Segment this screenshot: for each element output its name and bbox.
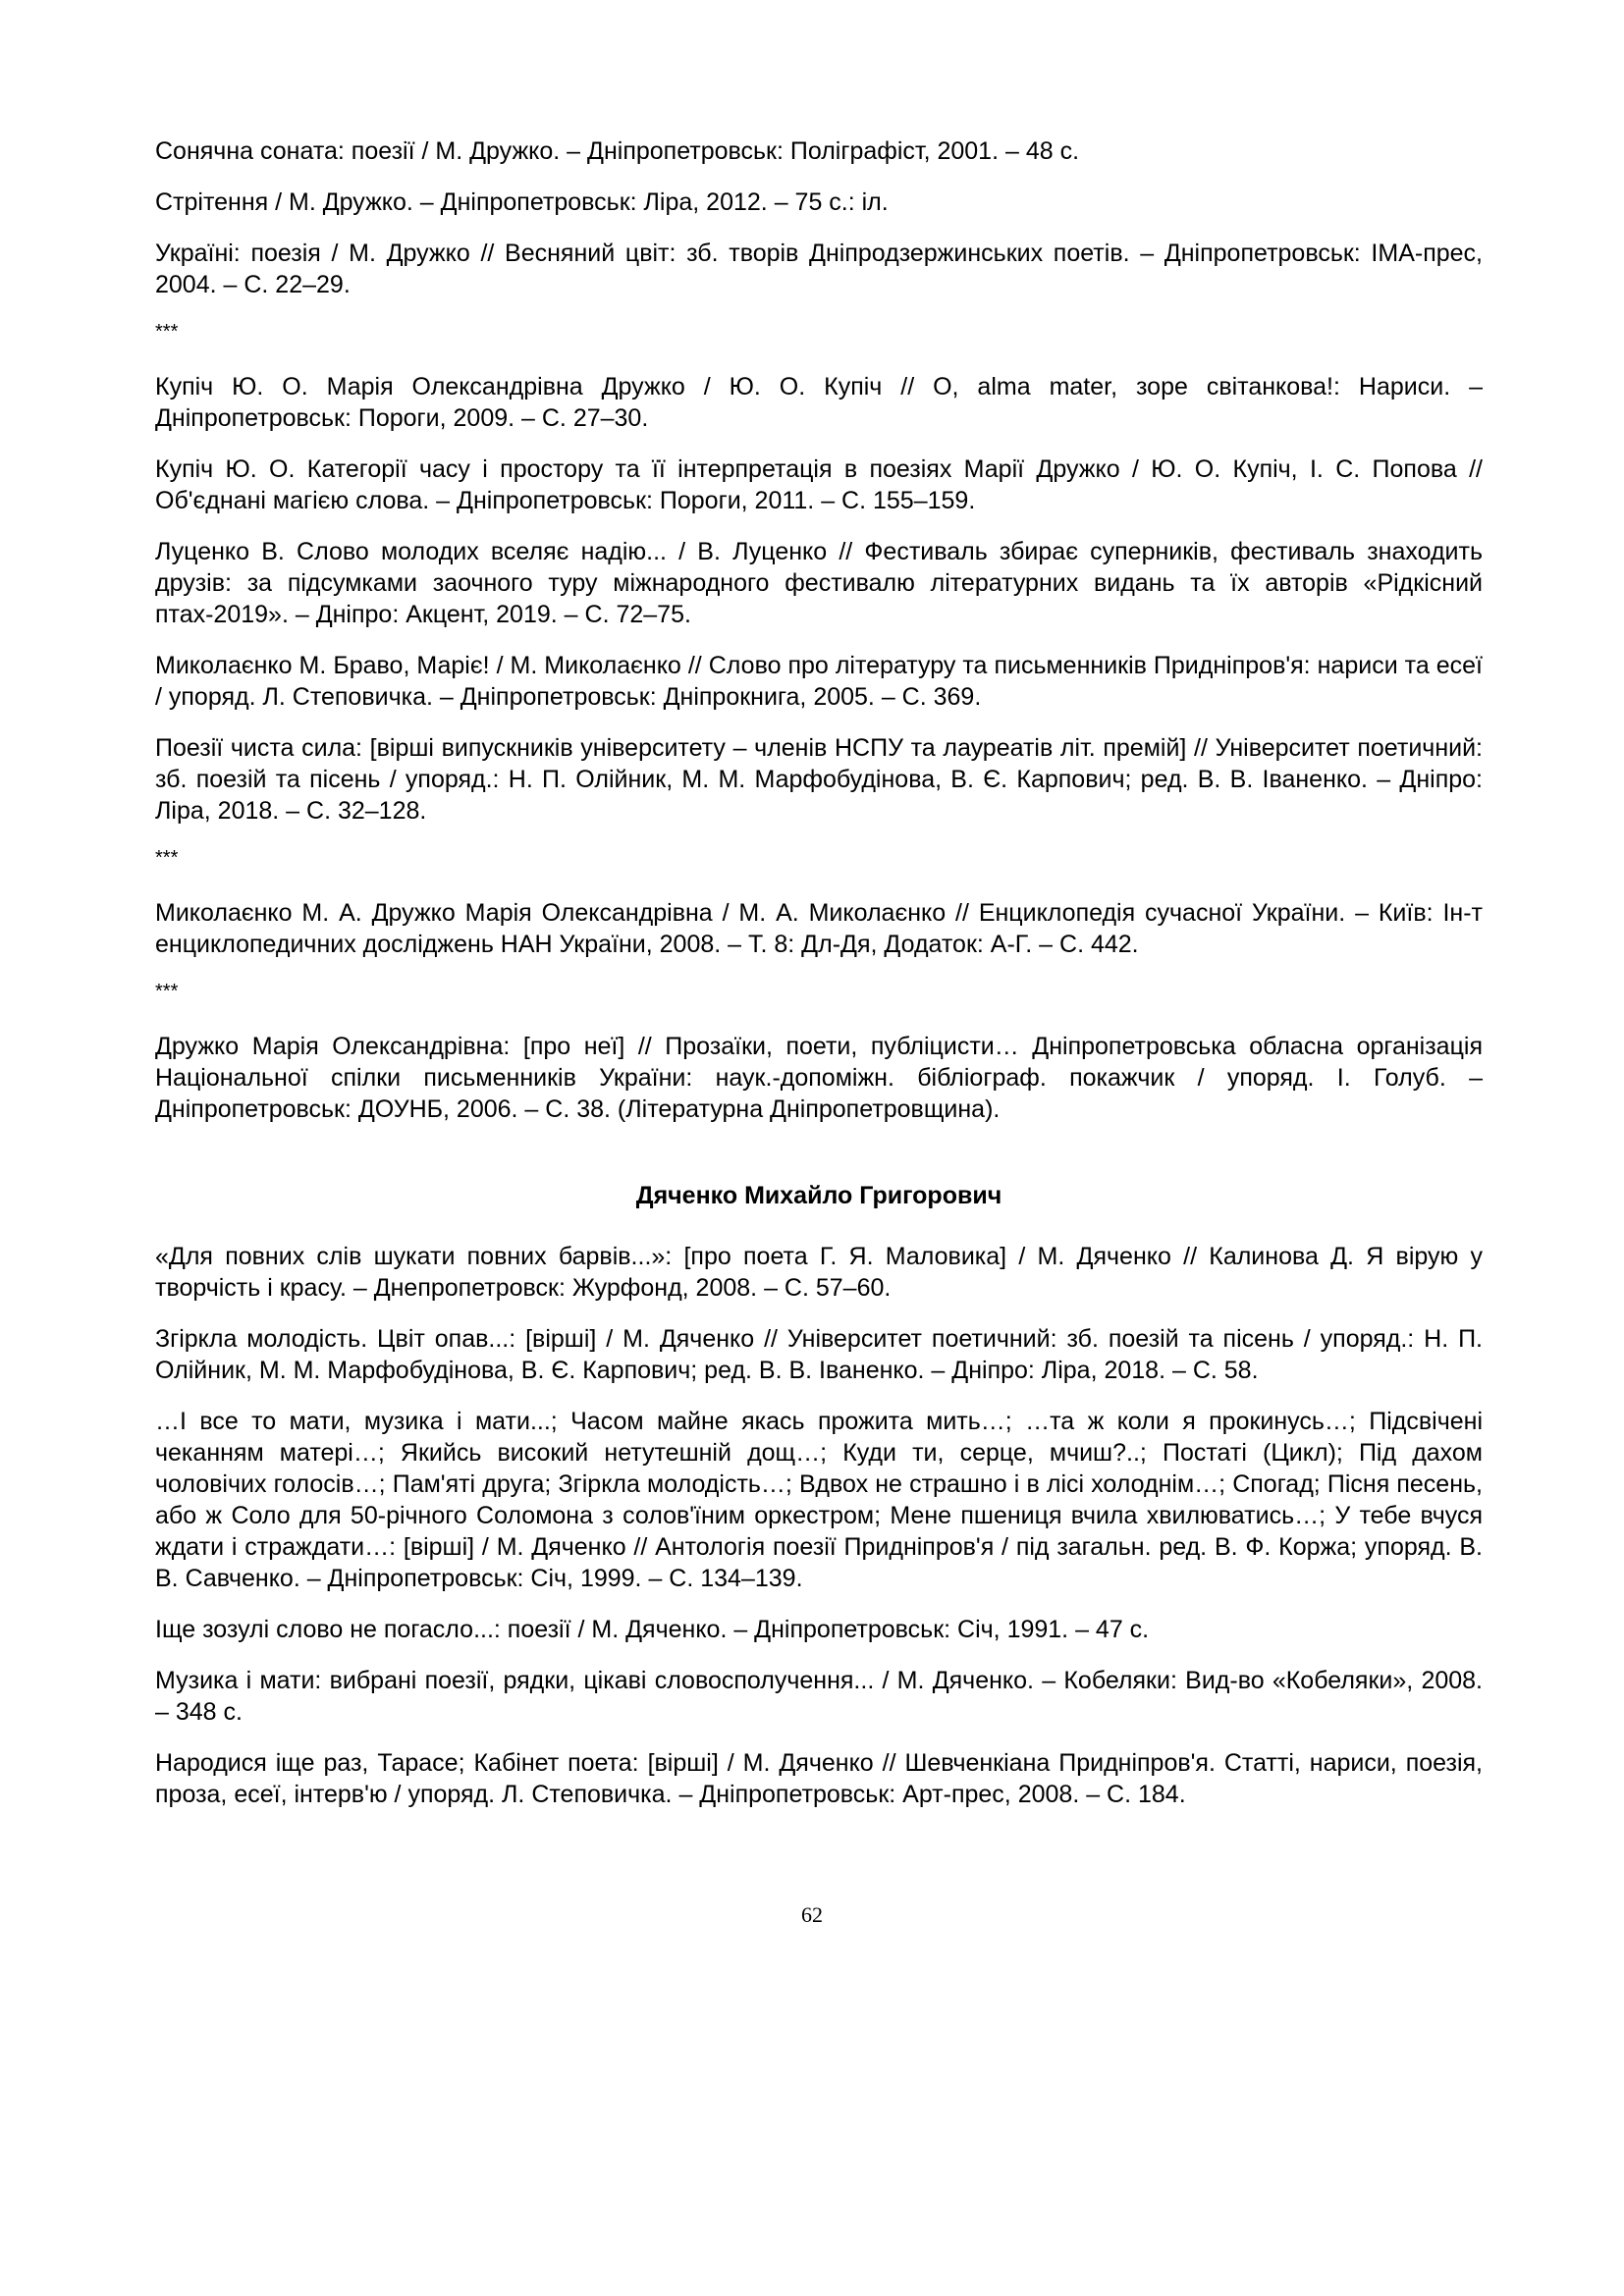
- bibliography-entry: Народися іще раз, Тарасе; Кабінет поета: [вірші] / М. Дяченко // Шевченкіана Придніпров'я. Статті, нариси, поезія, проза, есеї, інтерв'ю / упоряд. Л. Степовичка. – Дніпропетровськ: Арт-прес, 2008. – С. 184.: [155, 1749, 1483, 1808]
- bibliography-entry: Луценко В. Слово молодих вселяє надію... / В. Луценко // Фестиваль збирає суперників, фестиваль знаходить друзів: за підсумками заочного туру міжнародного фестивалю літературних видань та їх авторів «Рідкісний птах-2019». – Дніпро: Акцент, 2019. – С. 72–75.: [155, 538, 1483, 628]
- section-heading: Дяченко Михайло Григорович: [635, 1182, 1002, 1209]
- bibliography-entry: Миколаєнко М. Браво, Маріє! / М. Миколаєнко // Слово про літературу та письменників Придніпров'я: нариси та есеї / упоряд. Л. Степовичка. – Дніпропетровськ: Дніпрокнига, 2005. – С. 369.: [155, 652, 1483, 711]
- separator: ***: [155, 321, 179, 343]
- bibliography-list: [155, 135, 1483, 1125]
- bibliography-entry: Поезії чиста сила: [вірші випускників університету – членів НСПУ та лауреатів літ. премій] // Університет поетичний: зб. поезій та пісень / упоряд.: Н. П. Олійник, М. М. Марфобудінова, В. Є. Карпович; ред. В. В. Іваненко. – Дніпро: Ліра, 2018. – С. 32–128.: [155, 734, 1483, 825]
- bibliography-entry: Купіч Ю. О. Категорії часу і простору та її інтерпретація в поезіях Марії Дружко / Ю. О. Купіч, І. С. Попова // Об'єднані магією слова. – Дніпропетровськ: Пороги, 2011. – С. 155–159.: [155, 455, 1483, 514]
- bibliography-entry: Купіч Ю. О. Марія Олександрівна Дружко / Ю. О. Купіч // О, alma mater, зоре світанкова!: Нариси. – Дніпропетровськ: Пороги, 2009. – С. 27–30.: [155, 373, 1483, 432]
- bibliography-entry: …І все то мати, музика і мати...; Часом майне якась прожита мить…; …та ж коли я прокинусь…; Підсвічені чеканням матері…; Якийсь високий нетутешній дощ…; Куди ти, серце, мчиш?..; Постаті (Цикл); Під дахом чоловічих голосів…; Пам'яті друга; Згіркла молодість…; Вдвох не страшно і в лісі холоднім…; Спогад; Пісня песень, або ж Соло для 50-річного Соломона з солов'їним оркестром; Мене пшениця вчила хвилюватись…; У тебе вчуся ждати і страждати…: [вірші] / М. Дяченко // Антологія поезії Придніпров'я / під загальн. ред. В. Ф. Коржа; упоряд. В. В. Савченко. – Дніпропетровськ: Січ, 1999. – С. 134–139.: [155, 1408, 1483, 1592]
- section-bibliography-list: [155, 1241, 1483, 1810]
- bibliography-entry: Стрітення / М. Дружко. – Дніпропетровськ: Ліра, 2012. – 75 с.: іл.: [155, 188, 889, 216]
- page-content: [155, 135, 1483, 1830]
- separator: ***: [155, 981, 179, 1002]
- bibliography-entry: Україні: поезія / М. Дружко // Весняний цвіт: зб. творів Дніпродзержинських поетів. – Дніпропетровськ: ІМА-прес, 2004. – С. 22–29.: [155, 240, 1483, 298]
- bibliography-entry: Іще зозулі слово не погасло...: поезії / М. Дяченко. – Дніпропетровськ: Січ, 1991. – 47 с.: [155, 1616, 1150, 1643]
- bibliography-entry: Дружко Марія Олександрівна: [про неї] // Прозаїки, поети, публіцисти… Дніпропетровська обласна організація Національної спілки письменників України: наук.-допоміжн. бібліограф. покажчик / упоряд. І. Голуб. – Дніпропетровськ: ДОУНБ, 2006. – С. 38. (Літературна Дніпропетровщина).: [155, 1033, 1483, 1123]
- bibliography-entry: Миколаєнко М. А. Дружко Марія Олександрівна / М. А. Миколаєнко // Енциклопедія сучасної України. – Київ: Ін-т енциклопедичних досліджень НАН України, 2008. – Т. 8: Дл-Дя, Додаток: А-Г. – С. 442.: [155, 899, 1483, 958]
- bibliography-entry: «Для повних слів шукати повних барвів...»: [про поета Г. Я. Маловика] / М. Дяченко // Калинова Д. Я вірую у творчість і красу. – Днепропетровск: Журфонд, 2008. – С. 57–60.: [155, 1243, 1483, 1302]
- bibliography-entry: Сонячна соната: поезії / М. Дружко. – Дніпропетровськ: Поліграфіст, 2001. – 48 с.: [155, 137, 1080, 165]
- separator: ***: [155, 847, 179, 869]
- page-number: 62: [801, 1902, 823, 1927]
- bibliography-entry: Згіркла молодість. Цвіт опав...: [вірші] / М. Дяченко // Університет поетичний: зб. поезій та пісень / упоряд.: Н. П. Олійник, М. М. Марфобудінова, В. Є. Карпович; ред. В. В. Іваненко. – Дніпро: Ліра, 2018. – С. 58.: [155, 1325, 1483, 1384]
- bibliography-entry: Музика і мати: вибрані поезії, рядки, цікаві словосполучення... / М. Дяченко. – Кобеляки: Вид-во «Кобеляки», 2008. – 348 с.: [155, 1667, 1483, 1726]
